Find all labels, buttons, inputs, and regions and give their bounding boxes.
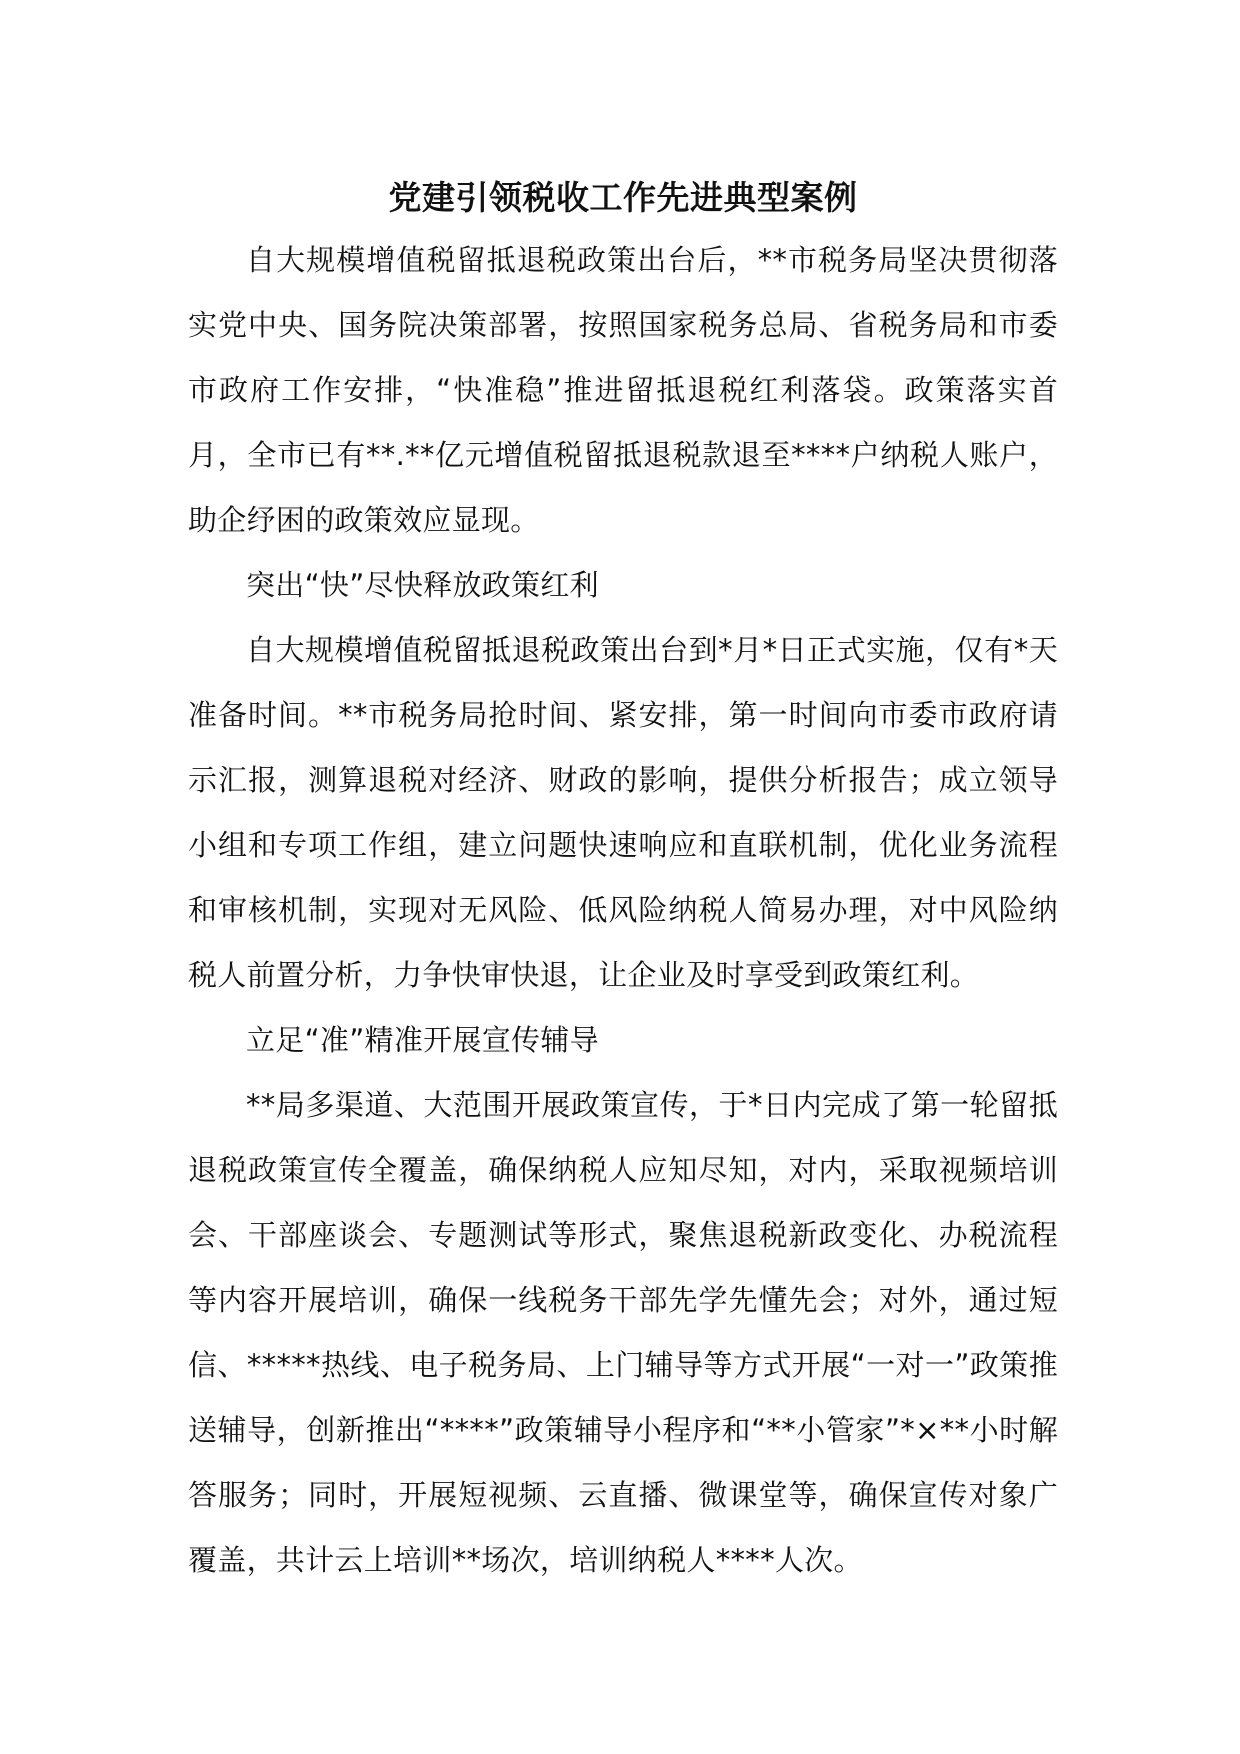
paragraph-fast: 自大规模增值税留抵退税政策出台到*月*日正式实施，仅有*天准备时间。**市税务局抢时间、紧安排，第一时间向市委市政府请示汇报，测算退税对经济、财政的影响，提供分析报告；成立领导小组和专项工作组，建立问题快速响应和直联机制，优化业务流程和审核机制，实现对无风险、低风险纳税人简易办理，对中风险纳税人前置分析，力争快审快退，让企业及时享受到政策红利。: [188, 633, 1058, 992]
section-heading-fast: 突出“快”尽快释放政策红利: [246, 568, 599, 602]
document-page: [188, 170, 1058, 1593]
paragraph-accurate: **局多渠道、大范围开展政策宣传，于*日内完成了第一轮留抵退税政策宣传全覆盖，确保纳税人应知尽知，对内，采取视频培训会、干部座谈会、专题测试等形式，聚焦退税新政变化、办税流程等内容开展培训，确保一线税务干部先学先懂先会；对外，通过短信、*****热线、电子税务局、上门辅导等方式开展“一对一”政策推送辅导，创新推出“****”政策辅导小程序和“**小管家”*×**小时解答服务；同时，开展短视频、云直播、微课堂等，确保宣传对象广覆盖，共计云上培训**场次，培训纳税人****人次。: [188, 1088, 1058, 1577]
document-title: 党建引领税收工作先进典型案例: [388, 178, 858, 217]
section-heading-accurate: 立足“准”精准开展宣传辅导: [246, 1023, 599, 1057]
paragraph-intro: 自大规模增值税留抵退税政策出台后，**市税务局坚决贯彻落实党中央、国务院决策部署，按照国家税务总局、省税务局和市委市政府工作安排，“快准稳”推进留抵退税红利落袋。政策落实首月，全市已有**.**亿元增值税留抵退税款退至****户纳税人账户，助企纾困的政策效应显现。: [188, 243, 1058, 537]
